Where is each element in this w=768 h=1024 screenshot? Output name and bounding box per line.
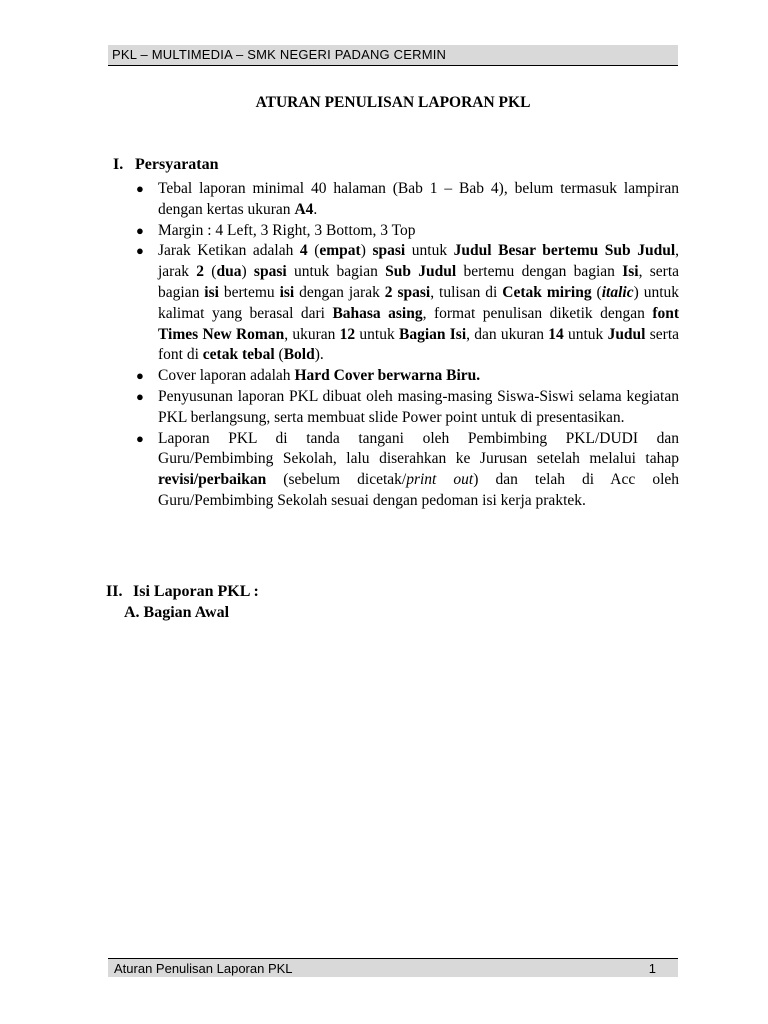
list-item: ● Laporan PKL di tanda tangani oleh Pembimbing PKL/DUDI dan Guru/Pembimbing Sekolah, lalu diserahkan ke Jurusan setelah melalui tahap revisi/perbaikan (sebelum dicetak/print out) dan telah di Acc oleh Guru/Pembimbing Sekolah sesuai dengan pedoman isi kerja praktek. bbox=[136, 429, 680, 509]
page-header bbox=[108, 45, 678, 66]
footer-title: Aturan Penulisan Laporan PKL bbox=[114, 961, 293, 976]
page-number: 1 bbox=[648, 961, 656, 976]
bullet-icon: ● bbox=[136, 430, 144, 446]
list-item: ● Margin : 4 Left, 3 Right, 3 Bottom, 3 Top bbox=[133, 221, 679, 242]
list-item: ● Penyusunan laporan PKL dibuat oleh masing-masing Siswa-Siswi selama kegiatan PKL berlangsung, serta membuat slide Power point untuk di presentasikan. bbox=[136, 387, 679, 426]
list-item: ● Jarak Ketikan adalah 4 (empat) spasi untuk Judul Besar bertemu Sub Judul, jarak 2 (dua) spasi untuk bagian Sub Judul bertemu dengan bagian Isi, serta bagian isi bertemu isi dengan jarak 2 spasi, tulisan di Cetak miring (italic) untuk kalimat yang berasal dari Bahasa asing, format penulisan diketik dengan font Times New Roman, ukuran 12 untuk Bagian Isi, dan ukuran 14 untuk Judul serta font di cetak tebal (Bold). bbox=[136, 242, 680, 364]
bullet-icon: ● bbox=[136, 368, 144, 384]
list-item: ● Cover laporan adalah Hard Cover berwarna Biru. bbox=[133, 366, 679, 387]
list-item: ● Tebal laporan minimal 40 halaman (Bab 1 – Bab 4), belum termasuk lampiran dengan kertas ukuran A4. bbox=[136, 180, 679, 218]
bullet-icon: ● bbox=[136, 222, 144, 238]
page-footer bbox=[108, 958, 678, 977]
section-label: Isi Laporan PKL : bbox=[133, 583, 259, 600]
section-number: II. bbox=[106, 583, 123, 600]
section-isi-laporan bbox=[106, 583, 259, 601]
requirements-list bbox=[133, 179, 679, 512]
section-persyaratan bbox=[113, 156, 219, 174]
bullet-icon: ● bbox=[136, 388, 144, 404]
document-title: ATURAN PENULISAN LAPORAN PKL bbox=[255, 94, 531, 111]
section-label: Persyaratan bbox=[135, 156, 219, 173]
subsection-bagian-awal: A. Bagian Awal bbox=[124, 604, 230, 621]
bullet-icon: ● bbox=[136, 243, 144, 259]
section-number: I. bbox=[113, 156, 124, 173]
header-text: PKL – MULTIMEDIA – SMK NEGERI PADANG CERMIN bbox=[112, 47, 447, 62]
bullet-icon: ● bbox=[136, 181, 144, 196]
